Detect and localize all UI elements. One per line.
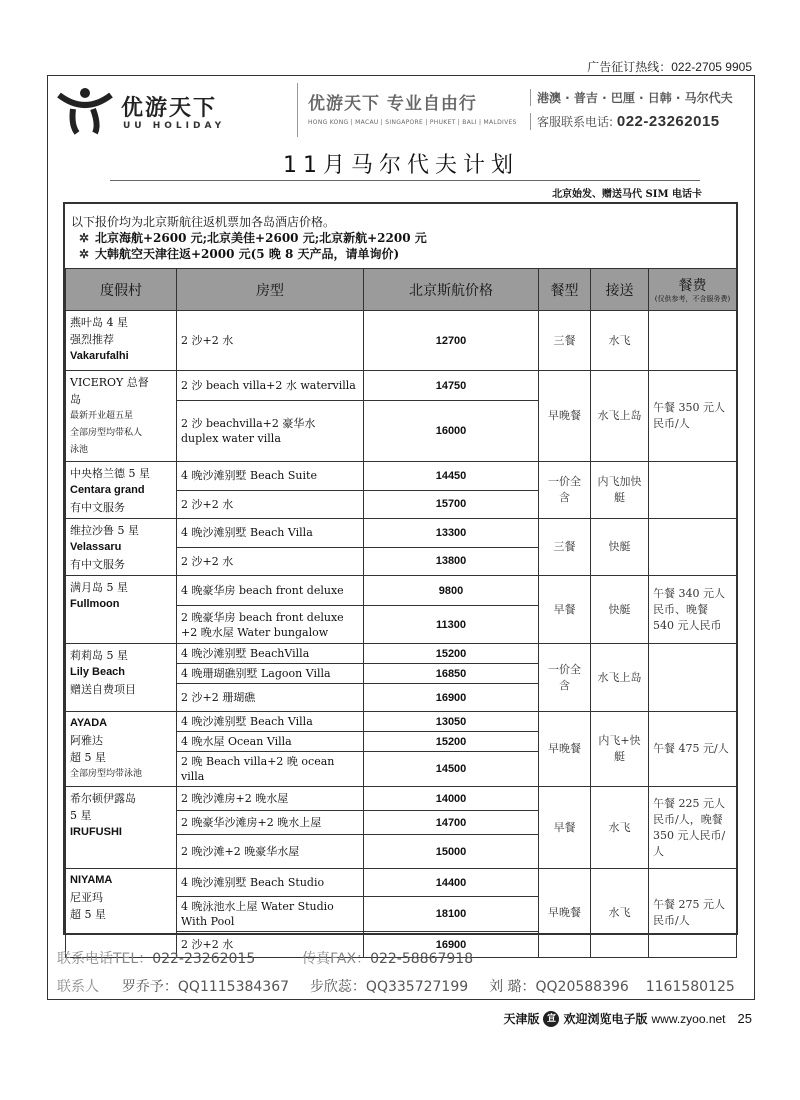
room-cell [177, 401, 364, 462]
note-line [71, 246, 427, 262]
price-cell: 15700 [364, 490, 539, 519]
room-type: 4 晚沙滩别墅 Beach Studio [181, 876, 325, 889]
contact-item: 刘 璐：QQ20588396 [489, 979, 629, 995]
header-room: 房型 [177, 269, 364, 311]
price-cell: 9800 [364, 576, 539, 606]
resort-name-line: 尼亚玛 [70, 891, 103, 904]
table-row [66, 712, 737, 732]
price-cell: 15200 [364, 732, 539, 752]
meal-cell: 早餐 [539, 576, 591, 644]
price-cell: 18100 [364, 897, 539, 932]
room-cell [177, 490, 364, 519]
slogan: 优游天下 专业自由行 [308, 94, 477, 114]
resort-name-line: 燕叶岛 4 星 [70, 316, 128, 329]
room-type: 4 晚水屋 Ocean Villa [181, 735, 292, 748]
header [47, 75, 755, 145]
table-row [66, 519, 737, 548]
price-cell: 12700 [364, 311, 539, 371]
note-line [71, 230, 427, 246]
resort-name-line: Fullmoon [70, 598, 120, 610]
resort-cell [66, 712, 177, 787]
price-cell: 16900 [364, 684, 539, 712]
price-cell: 15200 [364, 644, 539, 664]
divider [110, 180, 700, 181]
pricing-panel [63, 202, 738, 951]
transfer-cell: 水飞 [591, 311, 649, 371]
fee-cell: 午餐 275 元人民币/人 [649, 869, 737, 958]
price-notes [71, 214, 427, 262]
service-number: 022-23262015 [616, 113, 720, 130]
room-type: 2 沙+2 水 [181, 334, 234, 347]
fax-label: 传真FAX： [302, 951, 371, 967]
meal-cell: 早餐 [539, 787, 591, 869]
resort-name-line: Vakarufalhi [70, 350, 129, 362]
fee-cell [649, 644, 737, 712]
resort-name-line: 全部房型均带私人 [70, 428, 143, 438]
edition-badge-icon: 宣 [543, 1011, 559, 1027]
asterisk-icon: ✲ [79, 231, 90, 245]
table-row [66, 787, 737, 811]
room-cell [177, 547, 364, 576]
meal-cell: 一价全含 [539, 462, 591, 519]
room-type: 4 晚豪华房 beach front deluxe [181, 584, 344, 597]
fee-cell [649, 519, 737, 576]
header-meal: 餐型 [539, 269, 591, 311]
city-list: HONG KONG | MACAU | SINGAPORE | PHUKET | BALI | MALDIVES [308, 119, 517, 126]
header-transfer: 接送 [591, 269, 649, 311]
table-row [66, 371, 737, 401]
resort-name-line: AYADA [70, 717, 108, 729]
room-type: 4 晚泳池水上屋 Water Studio [181, 900, 334, 913]
resort-cell [66, 869, 177, 958]
fee-cell: 午餐 350 元人民币/人 [649, 371, 737, 462]
room-type: 4 晚沙滩别墅 Beach Villa [181, 526, 313, 540]
price-cell: 14450 [364, 462, 539, 491]
footer-contacts [57, 976, 735, 996]
table-row [66, 869, 737, 897]
resort-name-line: Centara grand [70, 484, 145, 496]
resort-name-line: 有中文服务 [70, 558, 125, 571]
table-header-row [66, 269, 737, 311]
room-type: 4 晚沙滩别墅 Beach Suite [181, 469, 317, 483]
resort-cell [66, 311, 177, 371]
fee-cell: 午餐 475 元/人 [649, 712, 737, 787]
room-type: 4 晚沙滩别墅 Beach Villa [181, 715, 313, 728]
room-type-continued: villa [181, 770, 205, 783]
resort-name-line: 赠送自费项目 [70, 683, 136, 696]
room-cell [177, 811, 364, 835]
room-cell [177, 664, 364, 684]
resort-name-line: 超 5 星 [70, 751, 106, 764]
price-cell: 14500 [364, 752, 539, 787]
price-cell: 16000 [364, 401, 539, 462]
meal-cell: 早晚餐 [539, 869, 591, 958]
page-number: 25 [737, 1011, 752, 1026]
room-type: 2 晚豪华房 beach front deluxe [181, 610, 344, 624]
resort-cell [66, 519, 177, 576]
transfer-cell: 内飞加快艇 [591, 462, 649, 519]
page-title: 11月马尔代夫计划 [283, 153, 519, 178]
resort-name-line: 泳池 [70, 445, 89, 455]
tel-label: 联系电话TEL： [57, 951, 153, 967]
price-cell: 14400 [364, 869, 539, 897]
resort-name-line: 希尔顿伊露岛 [70, 792, 136, 805]
room-cell [177, 897, 364, 932]
banner [297, 83, 749, 137]
price-cell: 14700 [364, 811, 539, 835]
room-cell [177, 752, 364, 787]
resort-name-line: Velassaru [70, 541, 122, 553]
tel-number: 022-23262015 [152, 951, 256, 967]
meal-cell: 三餐 [539, 311, 591, 371]
meal-cell: 早晚餐 [539, 712, 591, 787]
resort-name-line: 莉莉岛 5 星 [70, 649, 128, 662]
room-type-continued: With Pool [181, 915, 235, 928]
resort-name-line: VICEROY 总督 [70, 376, 149, 389]
room-cell [177, 606, 364, 644]
contact-item: 罗乔予：QQ1115384367 [121, 979, 290, 995]
fax-number: 022-58867918 [370, 951, 474, 967]
resort-name-line: NIYAMA [70, 874, 113, 886]
logo-text: 优游天下 [121, 96, 218, 121]
transfer-cell: 水飞 [591, 869, 649, 958]
room-type: 2 沙+2 珊瑚礁 [181, 691, 256, 704]
table-row [66, 576, 737, 606]
resort-name-line: 中央格兰德 5 星 [70, 467, 150, 480]
note-text: 大韩航空天津往返+2000 元(5 晚 8 天产品，请单询价) [95, 247, 400, 261]
fee-cell [649, 462, 737, 519]
fee-cell [649, 311, 737, 371]
room-cell [177, 835, 364, 869]
logo [55, 85, 285, 135]
header-fee-label: 餐费 [678, 278, 707, 294]
transfer-cell: 水飞 [591, 787, 649, 869]
meal-cell: 一价全含 [539, 644, 591, 712]
meal-cell: 早晚餐 [539, 371, 591, 462]
ad-hotline: 广告征订热线：022-2705 9905 [587, 60, 752, 74]
service-label: 客服联系电话: [537, 115, 614, 129]
resort-cell [66, 576, 177, 644]
resort-name-line: 超 5 星 [70, 908, 106, 921]
table-row [66, 311, 737, 371]
website-link[interactable]: www.zyoo.net [651, 1011, 726, 1026]
table-row [66, 462, 737, 491]
price-cell: 11300 [364, 606, 539, 644]
price-cell: 16900 [364, 932, 539, 958]
header-resort: 度假村 [66, 269, 177, 311]
price-cell: 14750 [364, 371, 539, 401]
subtitle: 北京始发、赠送马代 SIM 电话卡 [552, 189, 702, 200]
resort-name-line: 强烈推荐 [70, 333, 114, 346]
room-type: 2 晚 Beach villa+2 晚 ocean [181, 755, 335, 768]
resort-name-line: 阿雅达 [70, 734, 103, 747]
resort-name-line: 5 星 [70, 809, 92, 822]
room-cell [177, 712, 364, 732]
service-phone [530, 113, 720, 130]
edition-text: 欢迎浏览电子版 [563, 1012, 648, 1026]
transfer-cell: 快艇 [591, 519, 649, 576]
room-type: 2 沙 beachvilla+2 豪华水 [181, 417, 316, 431]
resort-cell [66, 371, 177, 462]
room-cell [177, 684, 364, 712]
room-cell [177, 787, 364, 811]
fee-cell: 午餐 225 元人民币/人，晚餐 350 元人民币/人 [649, 787, 737, 869]
resort-name-line: IRUFUSHI [70, 826, 122, 838]
room-type: 2 沙+2 水 [181, 938, 234, 951]
resort-name-line: 全部房型均带泳池 [70, 769, 143, 779]
room-cell [177, 371, 364, 401]
destination-list: 港澳 · 普吉 · 巴厘 · 日韩 · 马尔代夫 [530, 89, 733, 106]
resort-name-line: 岛 [70, 393, 81, 406]
room-type-continued: duplex water villa [181, 432, 281, 446]
notes-intro: 以下报价均为北京斯航往返机票加各岛酒店价格。 [71, 215, 336, 229]
price-cell: 13050 [364, 712, 539, 732]
edition-label: 天津版 [503, 1012, 540, 1026]
room-type: 2 晚沙滩房+2 晚水屋 [181, 792, 289, 805]
footer-phones [57, 948, 473, 968]
resort-name-line: 维拉沙鲁 5 星 [70, 524, 139, 537]
note-text: 北京海航+2600 元;北京美佳+2600 元;北京新航+2200 元 [95, 231, 427, 245]
resort-cell [66, 644, 177, 712]
price-cell: 14000 [364, 787, 539, 811]
price-cell: 16850 [364, 664, 539, 684]
logo-mark-icon [55, 85, 115, 135]
room-cell [177, 519, 364, 548]
table-row [66, 644, 737, 664]
edition-line [503, 1010, 752, 1027]
room-cell [177, 644, 364, 664]
transfer-cell: 水飞上岛 [591, 371, 649, 462]
room-type: 2 晚沙滩+2 晚豪华水屋 [181, 845, 300, 858]
logo-english: UU HOLIDAY [123, 121, 226, 131]
transfer-cell: 快艇 [591, 576, 649, 644]
price-cell: 13300 [364, 519, 539, 548]
contact-label: 联系人 [57, 979, 99, 995]
transfer-cell: 内飞+快艇 [591, 712, 649, 787]
room-type: 2 沙+2 水 [181, 497, 234, 511]
transfer-cell: 水飞上岛 [591, 644, 649, 712]
room-cell [177, 462, 364, 491]
room-cell [177, 869, 364, 897]
price-cell: 13800 [364, 547, 539, 576]
room-type: 4 晚珊瑚礁别墅 Lagoon Villa [181, 667, 331, 680]
header-fee [649, 269, 737, 311]
resort-name-line: 有中文服务 [70, 501, 125, 514]
contact-item: 1161580125 [645, 979, 735, 995]
asterisk-icon: ✲ [79, 247, 90, 261]
room-type: 2 沙 beach villa+2 水 watervilla [181, 379, 356, 393]
fee-cell: 午餐 340 元人民币、晚餐 540 元人民币 [649, 576, 737, 644]
room-cell [177, 311, 364, 371]
resort-name-line: 最新开业超五星 [70, 411, 134, 421]
header-fee-note: (仅供参考，不含服务费) [654, 295, 731, 303]
contact-item: 步欣蕊：QQ335727199 [309, 979, 469, 995]
resort-cell [66, 462, 177, 519]
resort-name-line: Lily Beach [70, 666, 126, 678]
meal-cell: 三餐 [539, 519, 591, 576]
price-table [65, 268, 737, 958]
room-cell [177, 732, 364, 752]
resort-name-line: 满月岛 5 星 [70, 581, 128, 594]
room-type: 2 沙+2 水 [181, 554, 234, 568]
price-cell: 15000 [364, 835, 539, 869]
room-type: 2 晚豪华沙滩房+2 晚水上屋 [181, 816, 322, 829]
room-type-continued: +2 晚水屋 Water bungalow [181, 625, 329, 639]
resort-cell [66, 787, 177, 869]
header-price: 北京斯航价格 [364, 269, 539, 311]
room-cell [177, 576, 364, 606]
room-type: 4 晚沙滩别墅 BeachVilla [181, 647, 310, 660]
